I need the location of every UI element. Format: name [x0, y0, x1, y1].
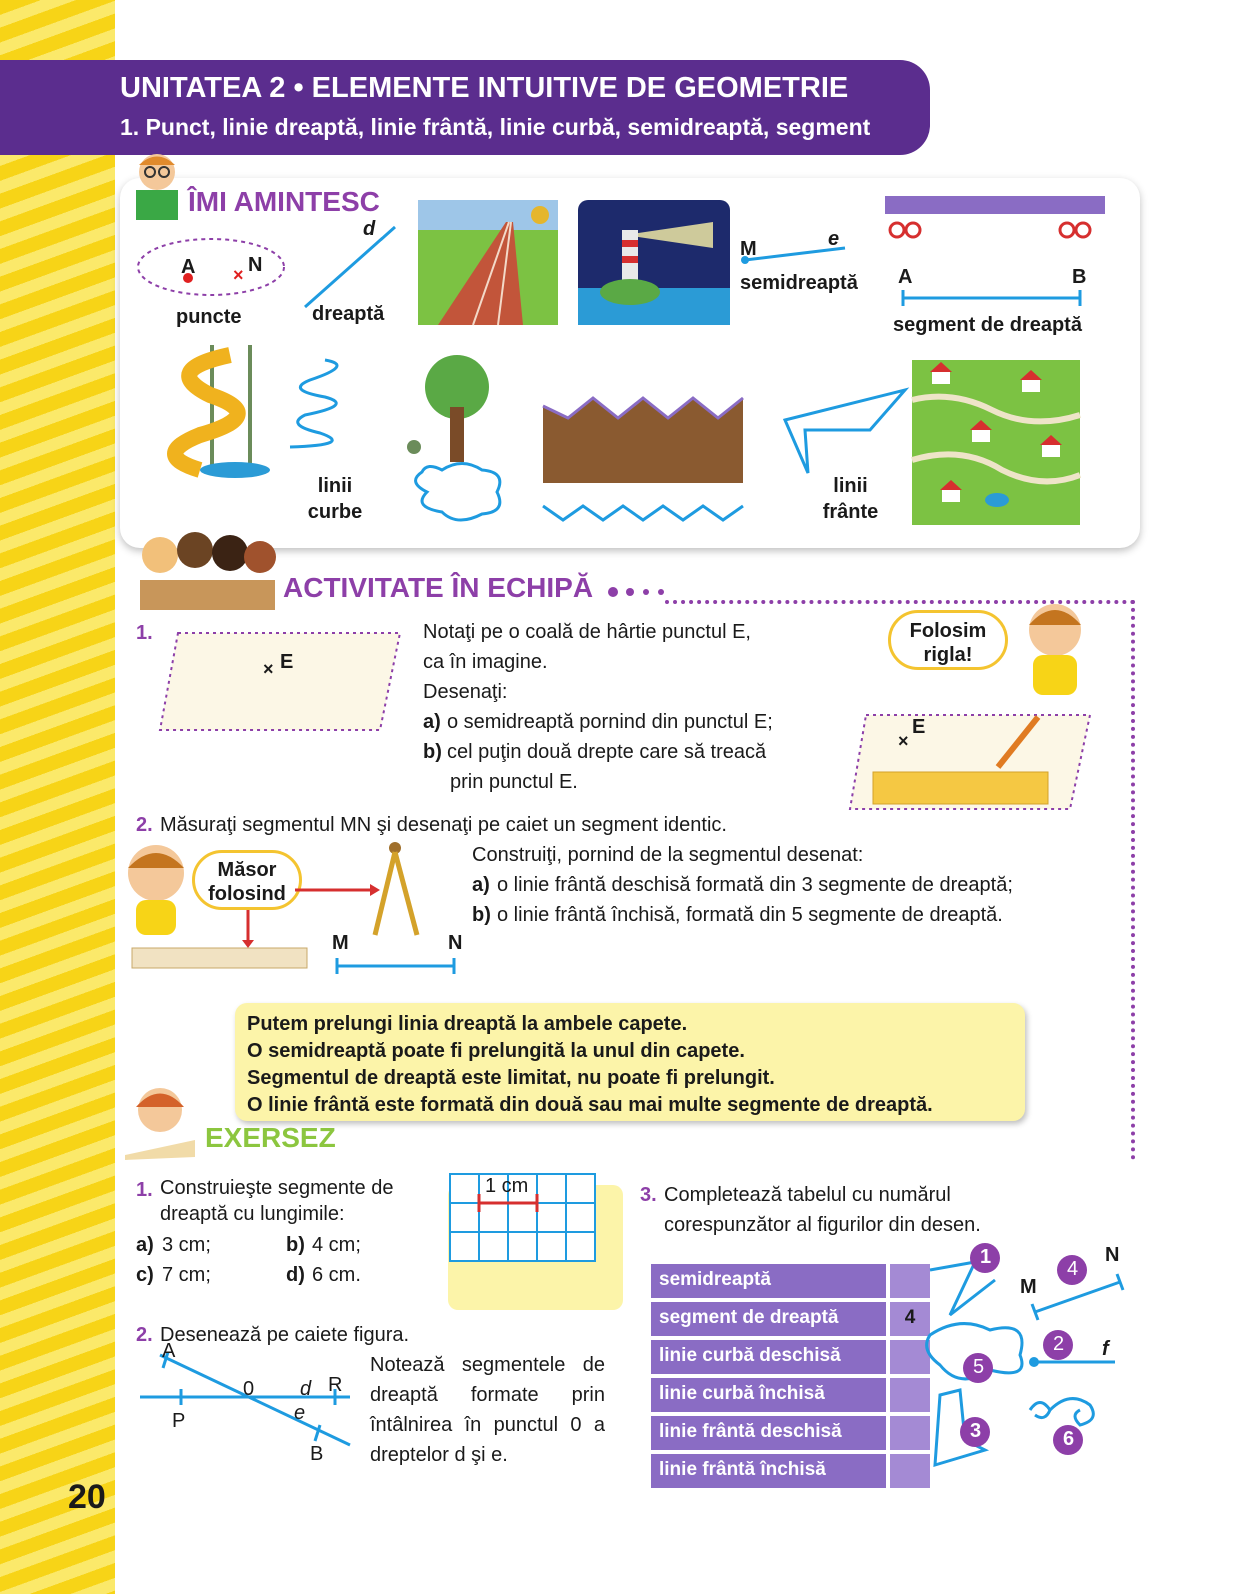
broken-lines-label: linii frânte — [822, 475, 879, 523]
info-line-4: O linie frântă este formată din două sau mai multe segmente de dreaptă. — [247, 1094, 933, 1116]
figure-number-2: 2 — [1053, 1333, 1065, 1355]
info-line-3: Segmentul de dreaptă este limitat, nu poate fi prelungit. — [247, 1067, 775, 1089]
tree-picture — [402, 352, 512, 532]
practice-ex1-a-label: a) — [136, 1234, 154, 1256]
page-number: 20 — [68, 1478, 106, 1516]
boy-icon — [1015, 600, 1095, 700]
practice-ex3-text: Completează tabelul cu numărul corespunzător al figurilor din desen. — [664, 1184, 981, 1236]
svg-text:×: × — [263, 659, 274, 679]
fig-label-d: d — [300, 1378, 312, 1400]
practice-ex1-d-label: d) — [286, 1264, 305, 1286]
points-label: puncte — [176, 306, 242, 328]
practice-ex1-text: Construieşte segmente de dreaptă cu lungimile: — [160, 1177, 394, 1225]
paper-with-ruler-and-pencil — [848, 712, 1093, 812]
ex1-b-label: b) — [423, 741, 442, 763]
figures-drawing — [920, 1240, 1130, 1470]
reading-child-icon — [130, 150, 185, 225]
segment-a-label: A — [898, 266, 913, 288]
ray-point-label: M — [740, 238, 757, 260]
table-row — [651, 1264, 931, 1298]
ex2-intro: Construiţi, pornind de la segmentul desenat: — [472, 844, 864, 866]
grid-cm-label: 1 cm — [485, 1175, 529, 1197]
ex1-ruler-point-e-label: E — [912, 716, 926, 738]
practice-ex1-c-value: 7 cm; — [162, 1264, 211, 1286]
fence-picture — [543, 398, 748, 526]
remember-title: ÎMI AMINTESC — [188, 186, 380, 217]
fig-label-r: R — [328, 1374, 343, 1396]
table-row-answer[interactable]: 4 — [890, 1302, 930, 1336]
practice-title: EXERSEZ — [205, 1122, 336, 1153]
ex1-b-text-cont: prin punctul E. — [450, 771, 578, 793]
decorative-side-stripe — [0, 0, 115, 1594]
ex2-a-text: o linie frântă deschisă formată din 3 segmente de dreaptă; — [497, 874, 1013, 896]
fig-label-b: B — [310, 1443, 324, 1465]
waterslide-picture — [140, 340, 275, 480]
fig-label-a: A — [162, 1340, 176, 1362]
practice-ex1-b-value: 4 cm; — [312, 1234, 361, 1256]
segment-n-label: N — [448, 932, 463, 954]
practice-ex1-b-label: b) — [286, 1234, 305, 1256]
practice-ex1-c-label: c) — [136, 1264, 154, 1286]
points-illustration — [135, 235, 290, 300]
ex2-b-label: b) — [472, 904, 491, 926]
segment-mn — [334, 956, 459, 976]
ex2-a-label: a) — [472, 874, 490, 896]
info-line-2: O semidreaptă poate fi prelungită la unul din capete. — [247, 1040, 745, 1062]
unit-title: UNITATEA 2 • ELEMENTE INTUITIVE DE GEOMETRIE — [120, 72, 849, 104]
compass-icon — [365, 840, 425, 940]
practice-ex2-text: Desenează pe caiete figura. — [160, 1324, 410, 1346]
ray-letter: e — [828, 228, 840, 250]
ex1-line-3: Desenaţi: — [423, 681, 508, 703]
table-row — [651, 1302, 931, 1336]
road-picture — [418, 200, 558, 325]
scissors-ribbon-illustration — [885, 188, 1110, 248]
straight-line-illustration — [300, 222, 400, 312]
table-row-label: linie frântă închisă — [651, 1454, 886, 1488]
table-row-label: semidreaptă — [651, 1264, 886, 1298]
fig-label-p: P — [172, 1410, 186, 1432]
table-row-label: linie frântă deschisă — [651, 1416, 886, 1450]
fig4-n-label: N — [1105, 1244, 1120, 1266]
fig-label-o: 0 — [243, 1378, 255, 1400]
team-ex2-text: Măsuraţi segmentul MN şi desenaţi pe caiet un segment identic. — [160, 814, 727, 836]
practice-ex2-number: 2. — [136, 1324, 153, 1346]
practice-ex1-d-value: 6 cm. — [312, 1264, 361, 1286]
figure-number-3: 3 — [970, 1420, 982, 1442]
ex1-point-e-label: E — [280, 651, 294, 673]
measure-speech-bubble: Măsor folosind — [192, 850, 302, 910]
figure-number-6: 6 — [1063, 1428, 1075, 1450]
svg-text:×: × — [233, 265, 244, 285]
table-row — [651, 1340, 931, 1374]
lighthouse-picture — [578, 200, 730, 325]
curved-lines-illustration — [280, 355, 355, 455]
table-row-label: linie curbă închisă — [651, 1378, 886, 1412]
practice-ex1-number: 1. — [136, 1179, 153, 1201]
ex1-a-label: a) — [423, 711, 441, 733]
practice-ex2-note: Notează segmentele de dreaptă formate prin întâlnirea în punctul 0 a dreptelor d şi e. — [370, 1354, 605, 1466]
segment-m-label: M — [332, 932, 349, 954]
table-row — [651, 1378, 931, 1412]
broken-lines-illustration — [780, 385, 910, 480]
ex1-b-text: cel puţin două drepte care să treacă — [447, 741, 767, 763]
segment-illustration — [900, 288, 1085, 308]
figure-number-5: 5 — [973, 1356, 985, 1378]
ex1-a-text: o semidreaptă pornind din punctul E; — [447, 711, 773, 733]
village-map-picture — [912, 360, 1080, 525]
lesson-title: 1. Punct, linie dreaptă, linie frântă, linie curbă, semidreaptă, segment — [120, 114, 871, 140]
point-n-label: N — [248, 254, 263, 276]
girl-icon — [118, 838, 193, 938]
ruler-speech-bubble: Folosim rigla! — [888, 610, 1008, 670]
figures-table — [651, 1264, 931, 1492]
fig2-f-label: f — [1102, 1338, 1109, 1360]
practice-ex1-a-value: 3 cm; — [162, 1234, 211, 1256]
table-row — [651, 1454, 931, 1488]
line-letter: d — [363, 218, 376, 240]
rules-info-box — [235, 1003, 1025, 1121]
ex2-b-text: o linie frântă închisă, formată din 5 segmente de dreaptă. — [497, 904, 1003, 926]
table-row — [651, 1416, 931, 1450]
ex1-line-2: ca în imagine. — [423, 651, 548, 673]
info-line-1: Putem prelungi linia dreaptă la ambele capete. — [247, 1013, 688, 1035]
point-a-label: A — [181, 256, 196, 278]
curves-label: linii curbe — [307, 475, 363, 523]
team-ex2-number: 2. — [136, 814, 153, 836]
fig4-m-label: M — [1020, 1276, 1037, 1298]
practice-ex3-number: 3. — [640, 1184, 657, 1206]
team-children-icon — [130, 525, 280, 615]
ruler-icon — [132, 948, 307, 970]
ex1-line-1: Notaţi pe o coală de hârtie punctul E, — [423, 621, 751, 643]
segment-label: segment de dreaptă — [893, 314, 1082, 336]
writing-girl-icon — [120, 1085, 200, 1160]
segment-b-label: B — [1072, 266, 1087, 288]
table-row-label: linie curbă deschisă — [651, 1340, 886, 1374]
fig-label-e: e — [294, 1402, 306, 1424]
figure-number-4: 4 — [1067, 1258, 1079, 1280]
paper-sheet-with-point-e — [158, 630, 403, 735]
team-title: ACTIVITATE ÎN ECHIPĂ — [283, 572, 594, 603]
ray-label: semidreaptă — [740, 272, 858, 294]
figure-number-1: 1 — [980, 1246, 992, 1268]
team-ex1-number: 1. — [136, 622, 153, 644]
table-row-label: segment de dreaptă — [651, 1302, 886, 1336]
title-dots — [608, 585, 668, 600]
arrow-to-ruler — [240, 910, 256, 948]
svg-text:×: × — [898, 731, 909, 751]
line-label: dreaptă — [312, 303, 385, 325]
